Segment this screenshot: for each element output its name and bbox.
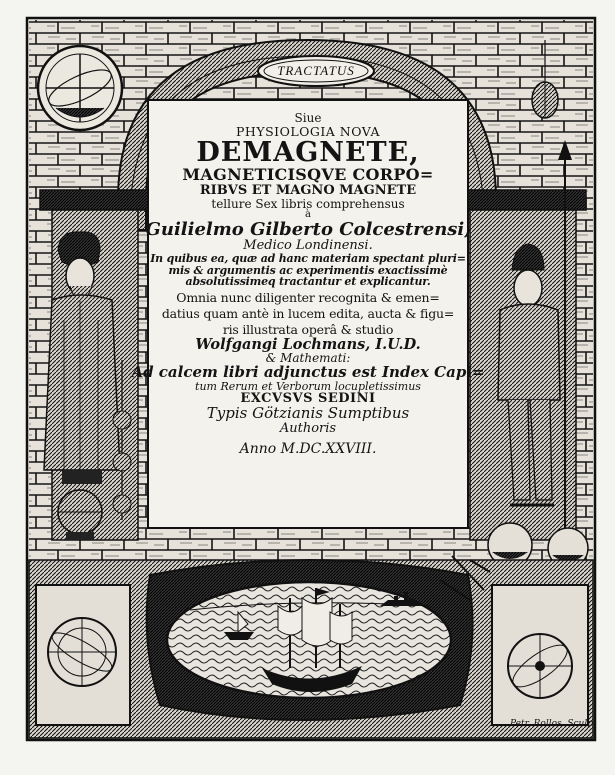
title-line-a: à: [305, 209, 311, 221]
imprint-authoris: Authoris: [279, 420, 337, 436]
tractatus-label: TRACTATUS: [277, 63, 355, 78]
right-capital: [458, 190, 586, 210]
editor-name: Wolfgangi Lochmans, I.U.D.: [195, 336, 421, 354]
imprint-year: Anno M.DC.XXVIII.: [239, 441, 377, 458]
title-line-tellure: tellure Sex libris comprehensus: [211, 196, 405, 211]
edition-line-3: ris illustrata operâ & studio: [222, 322, 394, 338]
edition-line-1: Omnia nunc diligenter recognita & emen=: [176, 289, 440, 305]
editor-title: & Mathemati:: [265, 351, 351, 366]
imprint-printer: Typis Götzianis Sumptibus: [206, 403, 410, 422]
index-line-1: Ad calcem libri adjunctus est Index Capi=: [131, 362, 485, 381]
title-line-siue: Siue: [294, 111, 322, 125]
title-line-demagnete: DEMAGNETE,: [196, 136, 420, 168]
imprint-place: EXCVSVS SEDINI: [240, 391, 376, 407]
author-name: Guilielmo Gilberto Colcestrensi,: [145, 218, 471, 240]
engraver-signature: Petr. Rollos. Sculp.: [510, 719, 596, 729]
index-line-2: tum Rerum et Verborum locupletissimus: [195, 379, 421, 393]
title-line-physiologia: PHYSIOLOGIA NOVA: [236, 123, 380, 139]
description-line-2: mis & argumentis ac experimentis exactissimè: [168, 263, 448, 277]
left-capital: [40, 190, 148, 210]
description-line-3: absolutissimeq tractantur et explicantur.: [185, 275, 431, 289]
title-text-block: [131, 104, 485, 524]
title-line-ribvs: RIBVS ET MAGNO MAGNETE: [199, 182, 417, 198]
description-line-1: In quibus ea, quæ ad hanc materiam spectant pluri=: [150, 252, 466, 266]
armillary-sphere-left: [48, 618, 117, 686]
title-line-magneticisque: MAGNETICISQVE CORPO=: [182, 165, 434, 185]
armillary-disc: [38, 46, 122, 130]
author-title: Medico Londinensi.: [243, 238, 373, 254]
armillary-sphere-right: [507, 634, 573, 698]
edition-line-2: datius quam antè in lucem edita, aucta & figu=: [161, 305, 455, 321]
